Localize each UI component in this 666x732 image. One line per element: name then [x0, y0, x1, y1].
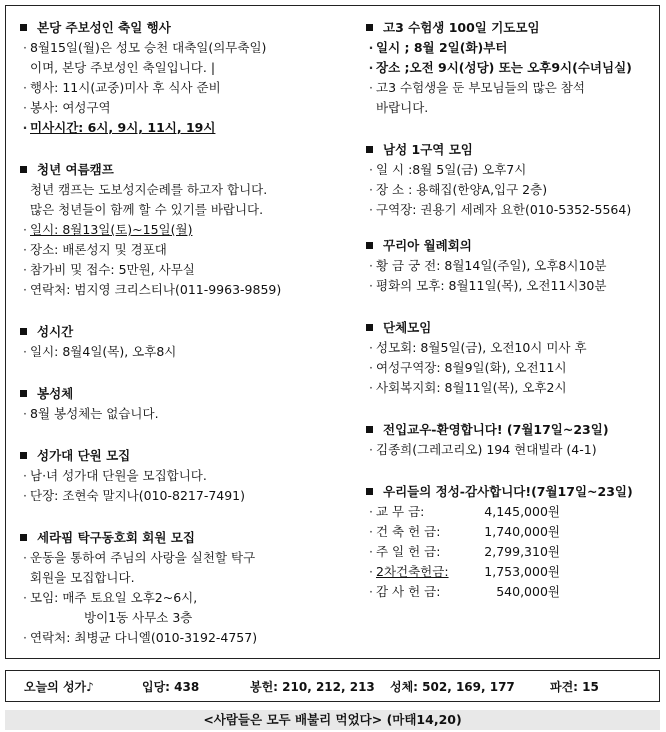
- dot-bullet-icon: ·: [369, 182, 373, 197]
- square-bullet-icon: [366, 426, 373, 433]
- section-title: 성가대 단원 모집: [37, 448, 131, 463]
- section-title: 전입교우-환영합니다! (7월17일~23일): [383, 422, 609, 437]
- dot-bullet-icon: ·: [23, 282, 27, 297]
- section-youth-camp: 청년 여름캠프 청년 캠프는 도보성지순례를 하고자 합니다. 많은 청년들이 함께 할 수 있기를 바랍니다. · 일시: 8월13일(토)~15일(월) · 장소: 배론성지 및 경포대 · 참가비 및 접수: 5만원, 사무실 · 연락처: 범지영 크리스티나(011-9963-9859): [20, 160, 350, 300]
- dot-bullet-icon: ·: [23, 262, 27, 277]
- section-new-members: 전입교우-환영합니다! (7월17일~23일) · 김종희(그레고리오) 194 현대빌라 (4-1): [366, 420, 661, 460]
- section-title: 본당 주보성인 축일 행사: [37, 20, 171, 35]
- hymn-bar: [5, 670, 660, 702]
- dot-bullet-icon: ·: [23, 550, 27, 565]
- section-title: 봉성체: [37, 386, 74, 401]
- dot-bullet-icon: ·: [369, 584, 373, 599]
- hymn-recessional: 파견: 15: [550, 679, 599, 694]
- dot-bullet-icon: ·: [23, 630, 27, 645]
- section-exam-prayer: 고3 수험생 100일 기도모임 · 일시 ; 8월 2일(화)부터 · 장소 ;오전 9시(성당) 또는 오후9시(수녀님실) · 고3 수험생을 둔 부모님들의 많은 참석 바랍니다.: [366, 18, 661, 118]
- dot-bullet-icon: ·: [369, 340, 373, 355]
- section-patron-feast: 본당 주보성인 축일 행사 · 8월15일(월)은 성모 승천 대축일(의무축일) 이며, 본당 주보성인 축일입니다. | · 행사: 11시(교중)미사 후 식사 준비 · 봉사: 여성구역 · 미사시간: 6시, 9시, 11시, 19시: [20, 18, 350, 138]
- section-curia: 꾸리아 월례회의 · 황 금 궁 전: 8월14일(주일), 오후8시10분 · 평화의 모후: 8월11일(목), 오전11시30분: [366, 236, 661, 296]
- dot-bullet-icon: ·: [22, 120, 28, 135]
- dot-bullet-icon: ·: [23, 406, 27, 421]
- hymn-offertory: 봉헌: 210, 212, 213: [250, 679, 375, 694]
- dot-bullet-icon: ·: [369, 278, 373, 293]
- section-choir: 성가대 단원 모집 · 남·녀 성가대 단원을 모집합니다. · 단장: 조현숙 말지나(010-8217-7491): [20, 446, 350, 506]
- dot-bullet-icon: ·: [23, 488, 27, 503]
- dot-bullet-icon: ·: [369, 360, 373, 375]
- offering-row: · 건 축 헌 금: 1,740,000원: [366, 522, 661, 542]
- square-bullet-icon: [20, 390, 27, 397]
- dot-bullet-icon: ·: [369, 442, 373, 457]
- dot-bullet-icon: ·: [369, 162, 373, 177]
- offering-row: · 감 사 헌 금: 540,000원: [366, 582, 661, 602]
- dot-bullet-icon: ·: [369, 564, 373, 579]
- section-title: 성시간: [37, 324, 74, 339]
- section-title: 청년 여름캠프: [37, 162, 114, 177]
- square-bullet-icon: [366, 24, 373, 31]
- section-offerings: [366, 482, 661, 602]
- right-column: [366, 18, 661, 602]
- offering-row: · 교 무 금: 4,145,000원: [366, 502, 661, 522]
- square-bullet-icon: [20, 534, 27, 541]
- mass-times: 미사시간: 6시, 9시, 11시, 19시: [30, 120, 216, 135]
- dot-bullet-icon: ·: [369, 258, 373, 273]
- hymn-title: 오늘의 성가♪: [24, 679, 94, 694]
- dot-bullet-icon: ·: [369, 504, 373, 519]
- dot-bullet-icon: ·: [368, 60, 374, 75]
- dot-bullet-icon: ·: [23, 222, 27, 237]
- square-bullet-icon: [366, 146, 373, 153]
- scripture-text: <사람들은 모두 배불리 먹었다> (마태14,20): [203, 712, 462, 727]
- section-communion-sick: 봉성체 · 8월 봉성체는 없습니다.: [20, 384, 350, 424]
- section-title: 꾸리아 월례회의: [383, 238, 472, 253]
- hymn-communion: 성체: 502, 169, 177: [390, 679, 515, 694]
- bulletin-frame: [5, 5, 660, 659]
- offering-row: · 2차건축헌금: 1,753,000원: [366, 562, 661, 582]
- section-title: 남성 1구역 모임: [383, 142, 473, 157]
- dot-bullet-icon: ·: [23, 468, 27, 483]
- dot-bullet-icon: ·: [369, 202, 373, 217]
- dot-bullet-icon: ·: [368, 40, 374, 55]
- section-title: 우리들의 정성-감사합니다!(7월17일~23일): [383, 484, 633, 499]
- dot-bullet-icon: ·: [369, 80, 373, 95]
- dot-bullet-icon: ·: [369, 544, 373, 559]
- dot-bullet-icon: ·: [369, 524, 373, 539]
- square-bullet-icon: [20, 452, 27, 459]
- section-holy-hour: 성시간 · 일시: 8월4일(목), 오후8시: [20, 322, 350, 362]
- section-men-group: 남성 1구역 모임 · 일 시 :8월 5일(금) 오후7시 · 장 소 : 용해집(한양A,입구 2층) · 구역장: 권용기 세례자 요한(010-5352-5564): [366, 140, 661, 220]
- square-bullet-icon: [366, 488, 373, 495]
- dot-bullet-icon: ·: [23, 344, 27, 359]
- section-title: 단체모임: [383, 320, 432, 335]
- left-column: [20, 18, 350, 648]
- section-title: 고3 수험생 100일 기도모임: [383, 20, 540, 35]
- dot-bullet-icon: ·: [369, 380, 373, 395]
- square-bullet-icon: [20, 24, 27, 31]
- square-bullet-icon: [20, 328, 27, 335]
- section-title: 세라핌 탁구동호회 회원 모집: [37, 530, 195, 545]
- offering-row: · 주 일 헌 금: 2,799,310원: [366, 542, 661, 562]
- dot-bullet-icon: ·: [23, 80, 27, 95]
- dot-bullet-icon: ·: [23, 100, 27, 115]
- dot-bullet-icon: ·: [23, 242, 27, 257]
- scripture-banner: [5, 710, 660, 730]
- dot-bullet-icon: ·: [23, 40, 27, 55]
- square-bullet-icon: [366, 324, 373, 331]
- square-bullet-icon: [366, 242, 373, 249]
- section-table-tennis: 세라핌 탁구동호회 회원 모집 · 운동을 통하여 주님의 사랑을 실천할 탁구 회원을 모집합니다. · 모임: 매주 토요일 오후2~6시, 방이1동 사무소 3층 · 연락처: 최병균 다니엘(010-3192-4757): [20, 528, 350, 648]
- section-group-meetings: 단체모임 · 성모회: 8월5일(금), 오전10시 미사 후 · 여성구역장: 8월9일(화), 오전11시 · 사회복지회: 8월11일(목), 오후2시: [366, 318, 661, 398]
- hymn-entrance: 입당: 438: [142, 679, 200, 694]
- square-bullet-icon: [20, 166, 27, 173]
- dot-bullet-icon: ·: [23, 590, 27, 605]
